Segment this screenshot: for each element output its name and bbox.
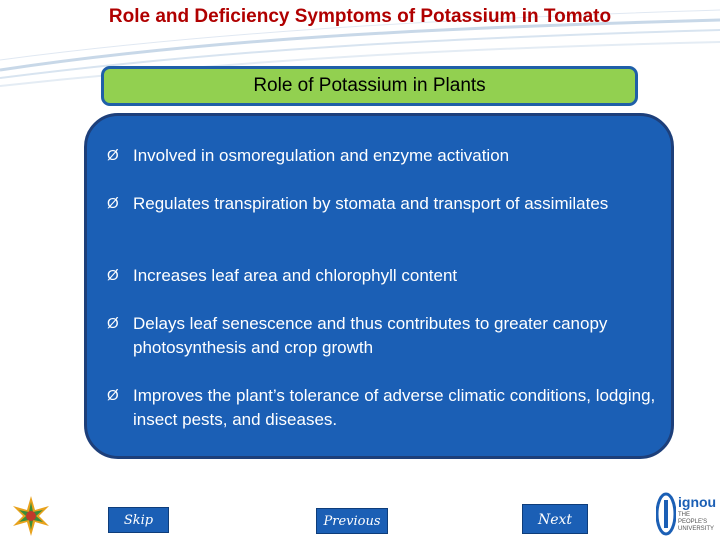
- institution-logo-left: [2, 492, 60, 540]
- list-item: [107, 264, 457, 288]
- arrow-bullet-icon: Ø: [107, 315, 119, 332]
- arrow-bullet-icon: Ø: [107, 387, 119, 404]
- ignou-logo-text: ignou: [678, 494, 717, 510]
- skip-button[interactable]: Skip: [108, 507, 169, 533]
- content-panel: [84, 113, 674, 459]
- previous-button[interactable]: Previous: [316, 508, 388, 534]
- page-title: Role and Deficiency Symptoms of Potassium in Tomato: [108, 6, 612, 27]
- list-item-text: Improves the plant’s tolerance of adverse climatic conditions, lodging, insect pests, and diseases.: [133, 386, 656, 429]
- section-subtitle: [101, 66, 638, 106]
- list-item: [107, 312, 662, 360]
- ignou-logo: [656, 490, 718, 538]
- list-item-text: Delays leaf senescence and thus contributes to greater canopy photosynthesis and crop growth: [133, 314, 608, 357]
- list-item: [107, 384, 662, 432]
- section-subtitle-text: Role of Potassium in Plants: [253, 75, 486, 96]
- list-item: [107, 144, 509, 168]
- arrow-bullet-icon: Ø: [107, 147, 119, 164]
- list-item-text: Involved in osmoregulation and enzyme activation: [133, 146, 510, 165]
- list-item-text: Increases leaf area and chlorophyll content: [133, 266, 458, 285]
- list-item-text: Regulates transpiration by stomata and transport of assimilates: [133, 194, 609, 213]
- star-logo-icon: [2, 492, 60, 540]
- ignou-emblem-icon: [656, 492, 676, 536]
- list-item: [107, 192, 608, 216]
- arrow-bullet-icon: Ø: [107, 267, 119, 284]
- arrow-bullet-icon: Ø: [107, 195, 119, 212]
- next-button[interactable]: Next: [522, 504, 588, 534]
- ignou-logo-subtext: THE PEOPLE'S UNIVERSITY: [678, 512, 715, 532]
